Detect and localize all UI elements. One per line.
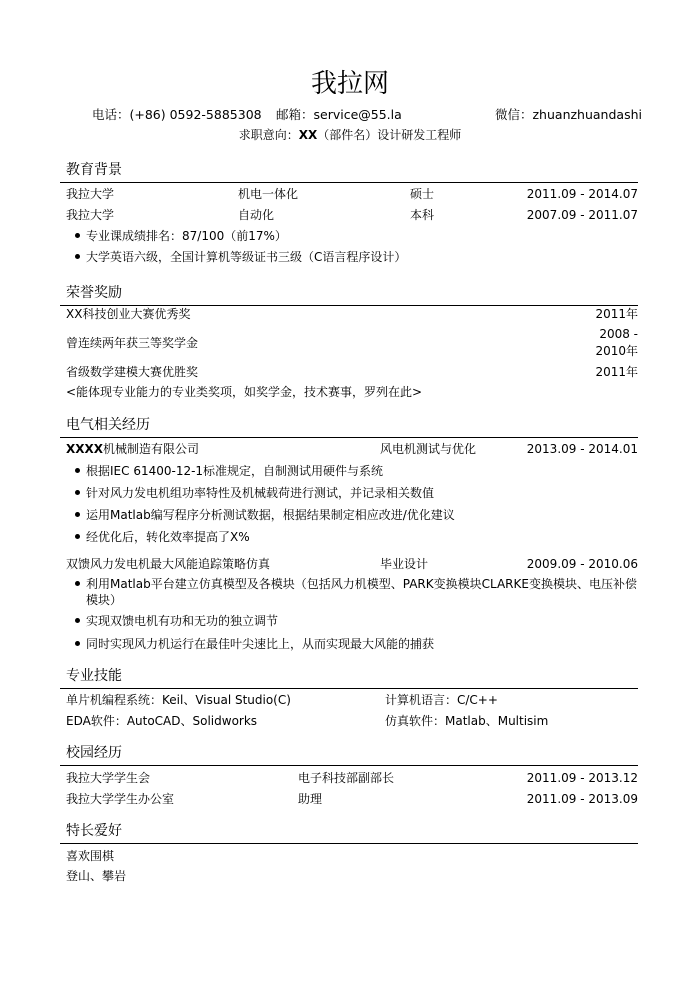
campus-period: 2011.09 - 2013.12 [526,771,638,785]
honor-name: XX科技创业大赛优秀奖 [66,307,191,321]
education-period: 2011.09 - 2014.07 [526,187,638,201]
job-role: 毕业设计 [380,557,429,571]
bullet-dot [75,534,80,539]
campus-role: 助理 [298,792,323,806]
section-title-education: 教育背景 [66,162,122,178]
honor-year: 2011年 [595,307,638,321]
bullet-dot [75,233,80,238]
resume-name: 我拉网 [310,69,389,99]
contact-email: 邮箱：service@55.la [276,107,402,122]
section-title-experience: 电气相关经历 [66,417,150,433]
bullet-dot [75,641,80,646]
education-degree: 硕士 [410,187,435,201]
campus-org: 我拉大学学生会 [66,771,151,785]
honor-year-end: 2010年 [595,344,638,358]
campus-period: 2011.09 - 2013.09 [526,792,638,806]
contact-wechat: 微信：zhuanzhuandashi [495,107,642,122]
job-bullet: 实现双馈电机有功和无功的独立调节 [86,614,279,628]
section-divider [60,182,638,183]
section-divider [60,843,638,844]
section-divider [60,765,638,766]
job-period: 2009.09 - 2010.06 [526,557,638,571]
bullet-dot [75,490,80,495]
objective-bold: XX [298,128,318,142]
job-bullet: 运用Matlab编写程序分析测试数据，根据结果制定相应改进/优化建议 [86,508,455,522]
section-title-honors: 荣誉奖励 [66,285,122,301]
education-school: 我拉大学 [66,187,115,201]
education-major: 机电一体化 [238,187,299,201]
education-school: 我拉大学 [66,208,115,222]
job-objective [0,126,700,144]
objective-prefix: 求职意向： [238,128,299,142]
job-bullet: 根据IEC 61400-12-1标准规定，自制测试用硬件与系统 [86,464,384,478]
education-bullet: 专业课成绩排名：87/100（前17%） [86,229,287,243]
job-bullet: 利用Matlab平台建立仿真模型及各模块（包括风力机模型、PARK变换模块CLARKE变换模块、电压补偿模块） [86,577,637,607]
job-bullet: 经优化后，转化效率提高了X% [86,530,250,544]
job-period: 2013.09 - 2014.01 [526,442,638,456]
objective-suffix: （部件名）设计研发工程师 [317,128,462,142]
honor-name: 曾连续两年获三等奖学金 [66,336,199,350]
education-bullet: 大学英语六级，全国计算机等级证书三级（C语言程序设计） [86,250,407,264]
job-organization [66,441,199,457]
section-title-hobbies: 特长爱好 [66,823,122,839]
section-title-campus: 校园经历 [66,745,122,761]
honor-name: 省级数学建模大赛优胜奖 [66,365,199,379]
bullet-dot [75,618,80,623]
education-period: 2007.09 - 2011.07 [526,208,638,222]
bullet-dot [75,254,80,259]
section-title-skills: 专业技能 [66,668,122,684]
job-bullet: 同时实现风力机运行在最佳叶尖速比上，从而实现最大风能的捕获 [86,637,435,651]
hobby-item: 喜欢围棋 [66,849,115,863]
section-divider [60,688,638,689]
job-org-rest: 机械制造有限公司 [103,442,200,456]
contact-phone: 电话：(+86) 0592-5885308 [92,107,262,122]
job-organization [66,556,270,572]
bullet-dot [75,581,80,586]
honor-year-start: 2008 - [599,327,638,341]
job-org-bold: XXXX [66,442,104,456]
education-degree: 本科 [410,208,435,222]
bullet-dot [75,512,80,517]
job-bullet: 针对风力发电机组功率特性及机械载荷进行测试，并记录相关数值 [86,486,435,500]
skill-item: 单片机编程系统：Keil、Visual Studio(C) [66,693,291,707]
honor-year: 2011年 [595,365,638,379]
section-divider [60,437,638,438]
campus-role: 电子科技部副部长 [298,771,395,785]
education-major: 自动化 [238,208,275,222]
skill-item: 计算机语言：C/C++ [385,693,498,707]
skill-item: 仿真软件：Matlab、Multisim [385,714,549,728]
skill-item: EDA软件：AutoCAD、Solidworks [66,714,258,728]
bullet-dot [75,468,80,473]
job-org-rest: 双馈风力发电机最大风能追踪策略仿真 [66,557,271,571]
honors-note: <能体现专业能力的专业类奖项，如奖学金，技术赛事，罗列在此> [66,385,423,399]
campus-org: 我拉大学学生办公室 [66,792,175,806]
hobby-item: 登山、攀岩 [66,869,127,883]
job-role: 风电机测试与优化 [380,442,477,456]
